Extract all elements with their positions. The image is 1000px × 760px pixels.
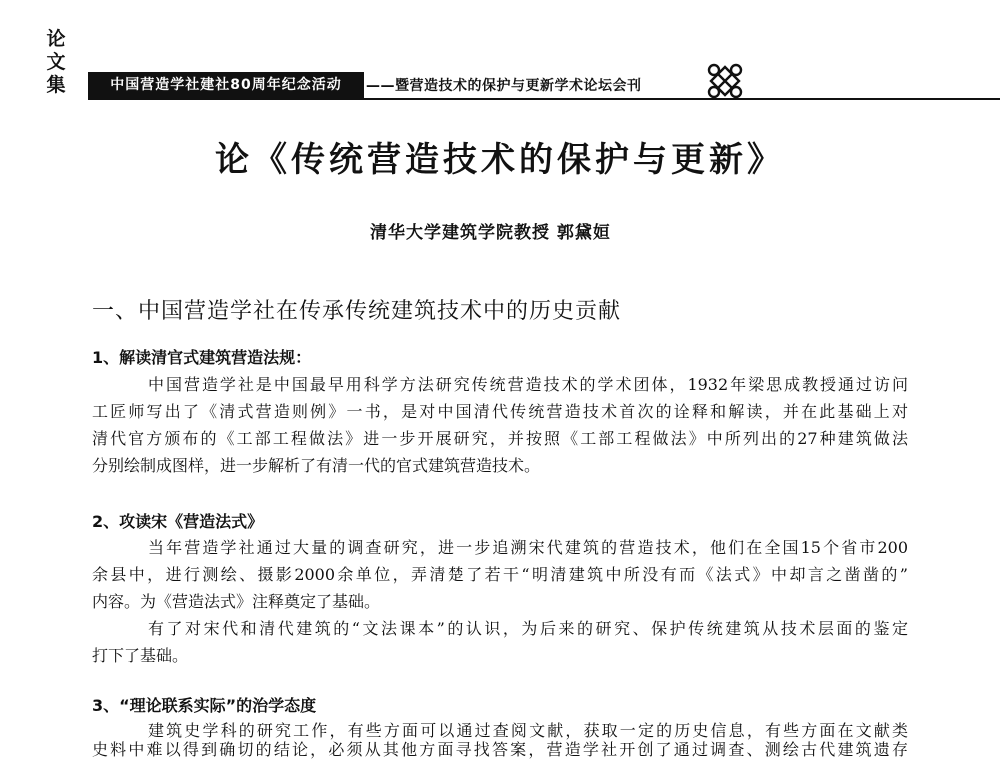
section-heading: 一、中国营造学社在传承传统建筑技术中的历史贡献: [92, 299, 622, 324]
vertical-label-char: 文: [46, 51, 66, 73]
paragraph-line: 当年营造学社通过大量的调查研究，进一步追溯宋代建筑的营造技术，他们在全国15个省市200: [148, 538, 908, 557]
vertical-label-char: 论: [46, 28, 66, 50]
paragraph-line: 分别绘制成图样，进一步解析了有清一代的官式建筑营造技术。: [92, 456, 541, 475]
paragraph-line: 打下了基础。: [92, 646, 189, 665]
header-rule: [88, 98, 1000, 100]
paragraph-line: 有了对宋代和清代建筑的“文法课本”的认识，为后来的研究、保护传统建筑从技术层面的鉴定: [148, 619, 908, 638]
chinese-knot-icon: [704, 60, 746, 102]
paragraph-line: 中国营造学社是中国最早用科学方法研究传统营造技术的学术团体，1932年梁思成教授通过访问: [148, 375, 908, 394]
paper-title: 论《传统营造技术的保护与更新》: [215, 140, 785, 180]
paragraph-line: 内容。为《营造法式》注释奠定了基础。: [92, 592, 381, 611]
paragraph-line: 清代官方颁布的《工部工程做法》进一步开展研究，并按照《工部工程做法》中所列出的27种建筑做法: [92, 429, 908, 448]
subsection-heading: 1、解读清官式建筑营造法规：: [92, 348, 312, 367]
subsection-heading: 2、攻读宋《营造法式》: [92, 512, 264, 531]
paragraph-line: 史料中难以得到确切的结论，必须从其他方面寻找答案，营造学社开创了通过调查、测绘古代建筑遗存: [92, 740, 908, 759]
paragraph-line: 建筑史学科的研究工作，有些方面可以通过查阅文献，获取一定的历史信息，有些方面在文献类: [148, 721, 908, 740]
author-line: 清华大学建筑学院教授 郭黛姮: [370, 223, 611, 243]
event-banner: 中国营造学社建社80周年纪念活动: [88, 72, 364, 98]
paragraph-line: 工匠师写出了《清式营造则例》一书，是对中国清代传统营造技术首次的诠释和解读，并在此基础上对: [92, 402, 908, 421]
vertical-label-char: 集: [46, 74, 66, 96]
paragraph-line: 余县中，进行测绘、摄影2000余单位，弄清楚了若干“明清建筑中所没有而《法式》中却言之凿凿的”: [92, 565, 908, 584]
forum-subtitle: ——暨营造技术的保护与更新学术论坛会刊: [366, 78, 642, 94]
anthology-vertical-label: [44, 28, 68, 97]
subsection-heading: 3、“理论联系实际”的治学态度: [92, 696, 317, 715]
